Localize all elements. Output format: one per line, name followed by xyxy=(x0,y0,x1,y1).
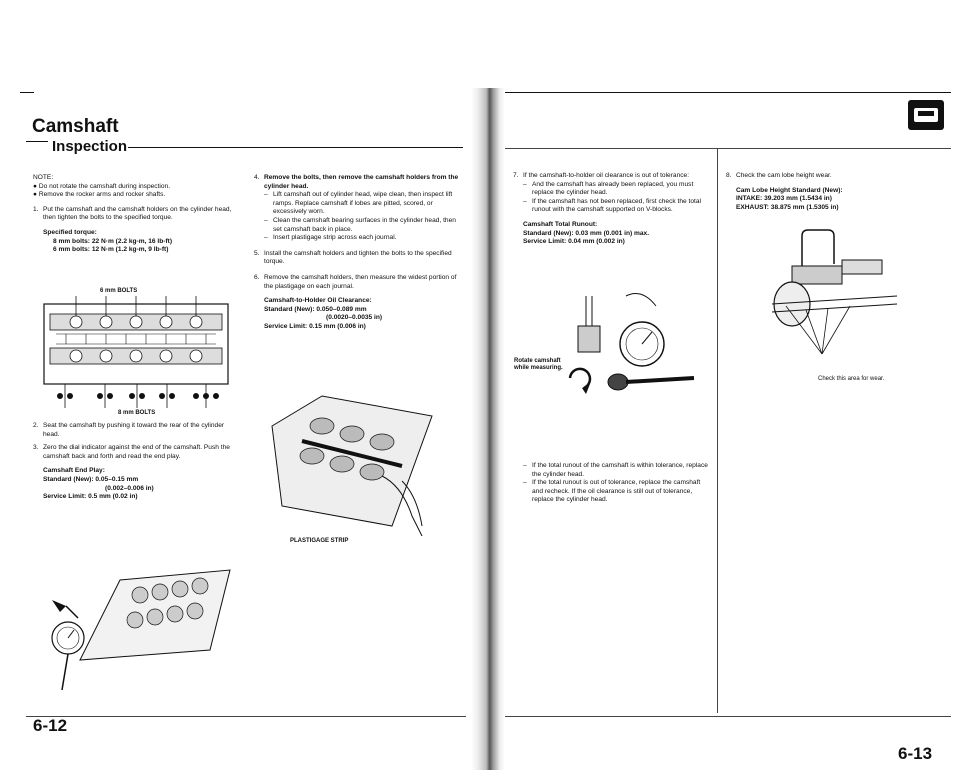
figure-label: Check this area for wear. xyxy=(818,376,885,382)
micrometer-diagram xyxy=(762,226,902,362)
heading-rule xyxy=(26,141,48,142)
page-number: 6-12 xyxy=(33,716,68,735)
figure-label: PLASTIGAGE STRIP xyxy=(290,538,349,544)
figure-label: 6 mm BOLTS xyxy=(100,288,138,294)
note-item: ● Do not rotate the camshaft during inspection. xyxy=(33,182,171,190)
corner-mark xyxy=(20,92,34,93)
page-title: Camshaft xyxy=(32,116,119,137)
lobe-spec: Cam Lobe Height Standard (New): INTAKE: 39.203 mm (1.5434 in) EXHAUST: 38.875 mm (1.5305 in) xyxy=(736,186,843,211)
right-column-b xyxy=(523,462,709,505)
clearance-spec: Camshaft-to-Holder Oil Clearance: Standard (New): 0.050–0.089 mm (0.0020–0.0035 in) Service Limit: 0.15 mm (0.006 in) xyxy=(264,297,383,330)
note-label: NOTE: xyxy=(33,174,54,181)
dash-item: – If the total runout of the camshaft is within tolerance, replace the cylinder head. xyxy=(523,462,709,479)
page-binding xyxy=(471,88,505,770)
step-7-dashes: – And the camshaft has already been replaced, you must replace the cylinder head. – If the camshaft has not been replaced, first check the total runout with the camshaft supported on V-blocks. xyxy=(513,181,709,215)
right-column-a xyxy=(513,172,709,247)
step-4-dashes: – Lift camshaft out of cylinder head, wipe clean, then inspect lift ramps. Replace camshaft if lobes are pitted, scored, or excessively worn. – Clean the camshaft bearing surfaces in the cylinder head, then set camshaft back in place. – Insert plastigage strip across each journal. xyxy=(254,191,464,243)
torque-spec: Specified torque: 8 mm bolts: 22 N·m (2.2 kg-m, 16 lb-ft) 6 mm bolts: 12 N·m (1.2 kg-m, 9 lb-ft) xyxy=(43,228,173,254)
footer-rule xyxy=(505,716,951,717)
dial-indicator-diagram xyxy=(40,540,240,700)
figure-label: Rotate camshaft while measuring. xyxy=(514,358,563,371)
page-number: 6-13 xyxy=(898,744,933,763)
cylinder-head-diagram xyxy=(36,296,236,416)
engine-icon xyxy=(908,100,944,130)
note-item: ● Remove the rocker arms and rocker shafts. xyxy=(33,191,166,199)
step-4: 4. Remove the bolts, then remove the camshaft holders from the cylinder head. xyxy=(254,174,459,190)
step-1: 1. Put the camshaft and the camshaft holders on the cylinder head, then tighten the bolts to the specified torque. xyxy=(33,205,232,222)
middle-column xyxy=(254,174,464,332)
dash-item: – If the total runout is out of tolerance, replace the camshaft and recheck. If the oil clearance is still out of tolerance, replace the cylinder head. xyxy=(523,479,709,505)
runout-spec: Camshaft Total Runout: Standard (New): 0.03 mm (0.001 in) max. Service Limit: 0.04 mm (0.002 in) xyxy=(523,220,650,246)
step-5: 5. Install the camshaft holders and tighten the bolts to the specified torque. xyxy=(254,249,452,266)
section-rule xyxy=(505,148,951,149)
section-subtitle: Inspection xyxy=(52,138,128,155)
endplay-spec: Camshaft End Play: Standard (New): 0.05–0.15 mm (0.002–0.006 in) Service Limit: 0.5 mm (0.02 in) xyxy=(43,467,154,501)
step-6: 6. Remove the camshaft holders, then measure the widest portion of the plastigage on each journal. xyxy=(254,273,457,290)
step-2: 2. Seat the camshaft by pushing it toward the rear of the cylinder head. xyxy=(33,422,225,438)
left-column-lower xyxy=(33,422,238,502)
header-rule xyxy=(505,92,951,93)
heading-rule xyxy=(128,147,463,148)
runout-diagram xyxy=(556,286,696,398)
left-column xyxy=(33,174,238,255)
right-column-c xyxy=(726,172,926,212)
step-3: 3. Zero the dial indicator against the end of the camshaft. Push the camshaft back and forth and read the end play. xyxy=(33,444,230,460)
plastigage-diagram xyxy=(262,386,452,536)
step-8: 8. Check the cam lobe height wear. xyxy=(726,172,832,179)
footer-rule xyxy=(26,716,466,717)
column-divider xyxy=(717,148,718,713)
figure-label: 8 mm BOLTS xyxy=(118,410,156,416)
step-7: 7. If the camshaft-to-holder oil clearance is out of tolerance: xyxy=(513,172,690,179)
